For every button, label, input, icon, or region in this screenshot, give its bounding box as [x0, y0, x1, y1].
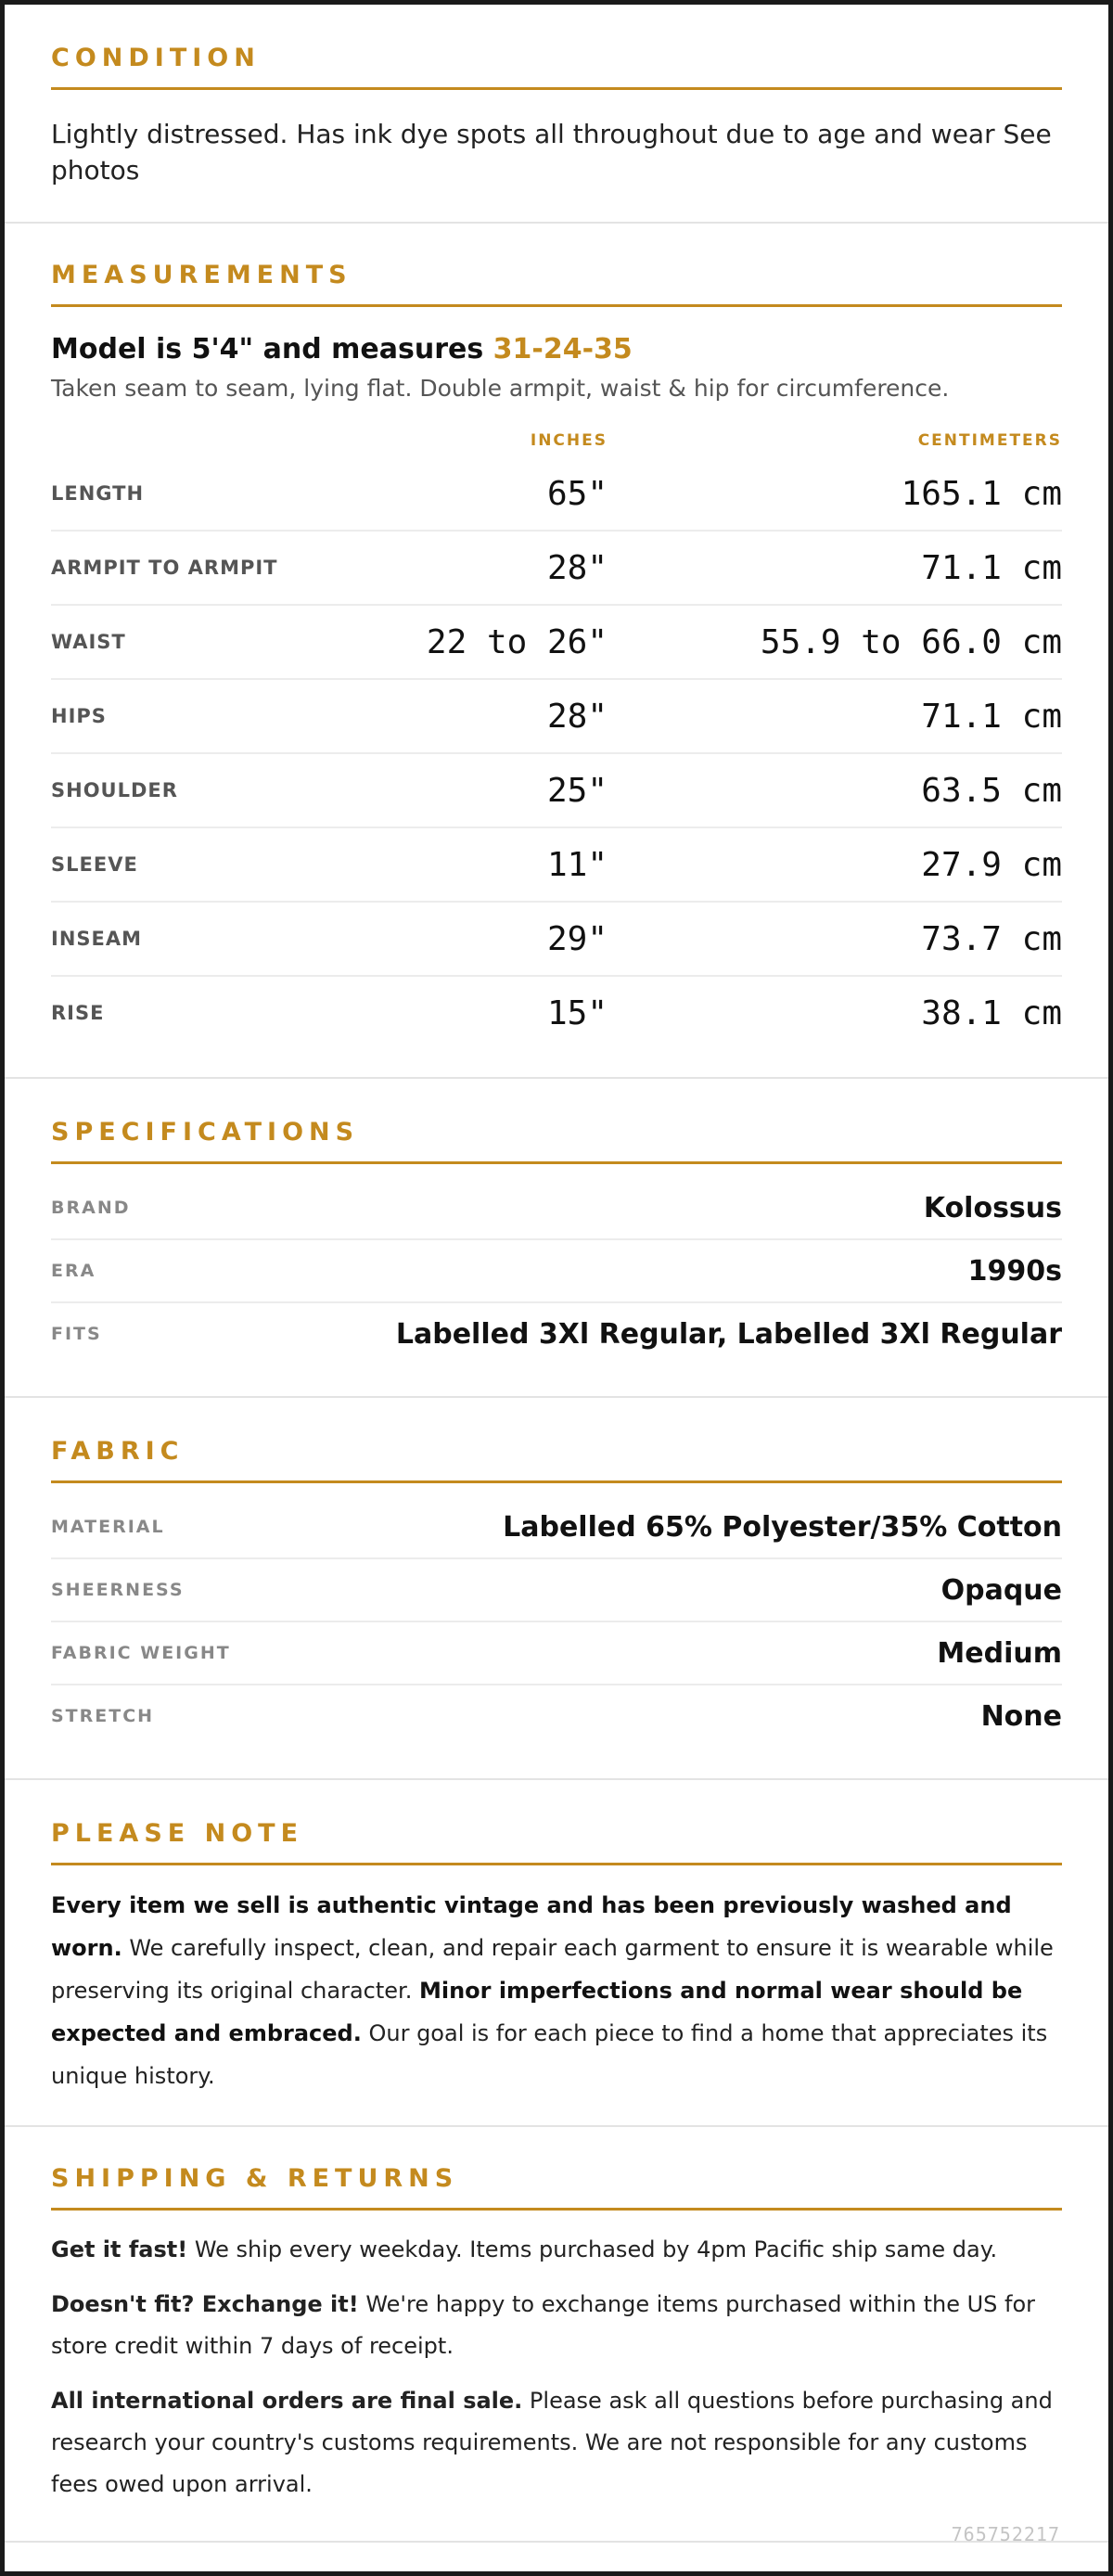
- measurement-label: WAIST: [51, 631, 126, 654]
- item-id: 765752217: [951, 2523, 1060, 2545]
- measurement-label: LENGTH: [51, 482, 145, 506]
- column-header-inches: INCHES: [530, 431, 608, 451]
- fabric-value: None: [980, 1699, 1062, 1733]
- spec-label: ERA: [51, 1261, 96, 1282]
- shipping-title: SHIPPING & RETURNS: [51, 2164, 1062, 2211]
- measurement-label: INSEAM: [51, 928, 143, 951]
- measurement-cm: 38.1 cm: [921, 993, 1062, 1032]
- please-note-section: [5, 1780, 1108, 2127]
- spec-label: BRAND: [51, 1198, 131, 1219]
- measurement-cm: 27.9 cm: [921, 845, 1062, 884]
- fabric-section: [5, 1398, 1108, 1780]
- note-text-inspect: We carefully inspect, clean, and repair each garment to ensure it is wearable while preserving its original character.: [51, 1935, 1054, 2005]
- fabric-title: FABRIC: [51, 1437, 1062, 1483]
- model-measurements: [51, 333, 1062, 365]
- fabric-label: MATERIAL: [51, 1517, 165, 1538]
- measurement-row-rise: [51, 977, 1062, 1049]
- measurement-inches: 25": [546, 771, 608, 810]
- fabric-value: Opaque: [940, 1573, 1062, 1607]
- fabric-value: Labelled 65% Polyester/35% Cotton: [503, 1510, 1062, 1544]
- fabric-label: FABRIC WEIGHT: [51, 1643, 231, 1664]
- note-bold-imperfections: Minor imperfections and normal wear should be expected and embraced.: [51, 1978, 1023, 2047]
- measurement-label: ARMPIT TO ARMPIT: [51, 557, 278, 580]
- measurement-cm: 71.1 cm: [921, 548, 1062, 587]
- measurement-label: RISE: [51, 1002, 105, 1025]
- measurements-subtitle: Taken seam to seam, lying flat. Double armpit, waist & hip for circumference.: [51, 375, 950, 403]
- measurement-label: SHOULDER: [51, 779, 178, 802]
- measurement-inches: 29": [546, 919, 608, 958]
- condition-text: Lightly distressed. Has ink dye spots all throughout due to age and wear See photos: [51, 119, 1052, 186]
- shipping-section: [5, 2127, 1108, 2543]
- measurements-section: [5, 224, 1108, 1079]
- model-figures: 31-24-35: [493, 333, 633, 366]
- shipping-fast-bold: Get it fast!: [51, 2236, 188, 2263]
- shipping-international-text: Please ask all questions before purchasing and research your country's customs requirements. We are not responsible for any customs fees owed upon arrival.: [51, 2388, 1053, 2498]
- please-note-title: PLEASE NOTE: [51, 1819, 1062, 1865]
- measurement-label: HIPS: [51, 705, 107, 728]
- measurements-title: MEASUREMENTS: [51, 261, 1062, 307]
- measurement-label: SLEEVE: [51, 853, 138, 877]
- measurement-inches: 65": [546, 474, 608, 513]
- specifications-section: [5, 1079, 1108, 1398]
- shipping-exchange-paragraph: [51, 2284, 1062, 2367]
- shipping-exchange-text: We're happy to exchange items purchased within the US for store credit within 7 days of receipt.: [51, 2291, 1036, 2360]
- fabric-row-stretch: [51, 1685, 1062, 1747]
- measurement-cm: 55.9 to 66.0 cm: [760, 622, 1062, 661]
- measurement-row-armpit: [51, 532, 1062, 606]
- measurement-cm: 165.1 cm: [901, 474, 1062, 513]
- shipping-international-bold: All international orders are final sale.: [51, 2388, 523, 2415]
- measurement-inches: 11": [546, 845, 608, 884]
- measurement-inches: 15": [546, 993, 608, 1032]
- fabric-value: Medium: [937, 1636, 1062, 1670]
- measurement-cm: 63.5 cm: [921, 771, 1062, 810]
- shipping-fast-text: We ship every weekday. Items purchased by 4pm Pacific ship same day.: [187, 2236, 998, 2263]
- measurement-inches: 28": [546, 697, 608, 736]
- note-bold-authentic: Every item we sell is authentic vintage and has been previously washed and worn.: [51, 1892, 1012, 1962]
- measurements-table: [51, 424, 1062, 1049]
- spec-value: 1990s: [967, 1254, 1062, 1288]
- measurement-row-sleeve: [51, 828, 1062, 903]
- specifications-title: SPECIFICATIONS: [51, 1118, 1062, 1164]
- condition-section: [5, 5, 1108, 224]
- spec-value: Labelled 3Xl Regular, Labelled 3Xl Regular: [395, 1317, 1062, 1351]
- shipping-exchange-bold: Doesn't fit? Exchange it!: [51, 2291, 359, 2318]
- fabric-label: SHEERNESS: [51, 1580, 185, 1601]
- measurement-cm: 71.1 cm: [921, 697, 1062, 736]
- fabric-row-material: [51, 1496, 1062, 1559]
- note-text-goal: Our goal is for each piece to find a home that appreciates its unique history.: [51, 2020, 1048, 2090]
- spec-label: FITS: [51, 1324, 102, 1345]
- spec-row-brand: [51, 1177, 1062, 1240]
- column-header-centimeters: CENTIMETERS: [917, 431, 1062, 451]
- condition-title: CONDITION: [51, 44, 1062, 90]
- fabric-row-weight: [51, 1622, 1062, 1685]
- measurement-row-hips: [51, 680, 1062, 754]
- spec-row-fits: [51, 1303, 1062, 1365]
- measurement-row-inseam: [51, 903, 1062, 977]
- measurement-row-waist: [51, 606, 1062, 680]
- spec-row-era: [51, 1240, 1062, 1303]
- measurement-inches: 22 to 26": [426, 622, 608, 661]
- fabric-row-sheerness: [51, 1559, 1062, 1622]
- measurement-cm: 73.7 cm: [921, 919, 1062, 958]
- measurement-inches: 28": [546, 548, 608, 587]
- spec-value: Kolossus: [923, 1191, 1062, 1224]
- measurements-header: [51, 424, 1062, 457]
- model-prefix: Model is 5'4" and measures: [51, 333, 493, 366]
- shipping-fast-paragraph: [51, 2229, 1062, 2271]
- measurement-row-length: [51, 457, 1062, 532]
- measurement-row-shoulder: [51, 754, 1062, 828]
- shipping-international-paragraph: [51, 2380, 1062, 2506]
- fabric-label: STRETCH: [51, 1706, 155, 1727]
- please-note-text: [51, 1884, 1062, 2097]
